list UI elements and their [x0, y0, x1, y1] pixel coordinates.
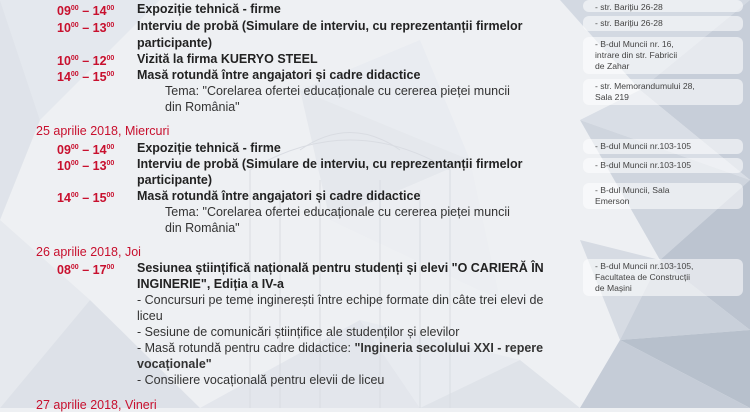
time-range: $14^{00} - 15^{00}$ — [57, 70, 115, 84]
event-theme-cont: din România" — [165, 100, 240, 114]
time-range: $10^{00} - 12^{00}$ — [57, 54, 115, 68]
time-range: $08^{00} - 17^{00}$ — [57, 263, 115, 277]
location-box: - str. Barițiu 26-28 — [583, 16, 743, 31]
day-heading: 25 aprilie 2018, Miercuri — [36, 124, 170, 138]
location-box: - str. Memorandumului 28, Sala 219 — [583, 79, 743, 105]
event-sub-item: - Concursuri pe teme inginerești între echipe formate din câte trei elevi de — [137, 293, 544, 307]
time-range: $09^{00} - 14^{00}$ — [57, 4, 115, 18]
location-box: - B-dul Muncii nr.103-105, Facultatea de Construcții de Mașini — [583, 259, 743, 296]
event-title-cont: participante) — [137, 173, 213, 187]
time-range: $14^{00} - 15^{00}$ — [57, 191, 115, 205]
time-range: $10^{00} - 13^{00}$ — [57, 159, 115, 173]
event-title: Interviu de probă (Simulare de interviu, cu reprezentanții firmelor — [137, 19, 523, 33]
event-title-cont: INGINERIE", Ediția a IV-a — [137, 277, 284, 291]
event-sub-item-cont: vocaționale" — [137, 357, 212, 371]
time-range: $10^{00} - 13^{00}$ — [57, 21, 115, 35]
location-box: - str. Barițiu 26-28 — [583, 0, 743, 12]
event-title: Sesiunea științifică națională pentru studenți și elevi "O CARIERĂ ÎN — [137, 261, 544, 275]
location-box: - B-dul Muncii, Sala Emerson — [583, 183, 743, 209]
event-sub-item: - Sesiune de comunicări științifice ale studenților și elevilor — [137, 325, 460, 339]
event-sub-item-cont: liceu — [137, 309, 163, 323]
event-title: Interviu de probă (Simulare de interviu, cu reprezentanții firmelor — [137, 157, 523, 171]
event-sub-item: - Consiliere vocațională pentru elevii de liceu — [137, 373, 385, 387]
event-title: Masă rotundă între angajatori și cadre didactice — [137, 189, 421, 203]
event-sub-item: - Masă rotundă pentru cadre didactice: "Ingineria secolului XXI - repere — [137, 341, 544, 355]
day-heading: 27 aprilie 2018, Vineri — [36, 398, 157, 412]
event-theme-cont: din România" — [165, 221, 240, 235]
location-box: - B-dul Muncii nr. 16, intrare din str. Fabricii de Zahar — [583, 37, 743, 74]
event-title: Expoziție tehnică - firme — [137, 2, 281, 16]
location-box: - B-dul Muncii nr.103-105 — [583, 139, 743, 154]
event-title-cont: participante) — [137, 36, 213, 50]
event-theme: Tema: "Corelarea ofertei educaționale cu cererea pieței muncii — [165, 205, 510, 219]
day-heading: 26 aprilie 2018, Joi — [36, 245, 141, 259]
event-title: Masă rotundă între angajatori și cadre didactice — [137, 68, 421, 82]
location-box: - B-dul Muncii nr.103-105 — [583, 158, 743, 173]
event-title: Vizită la firma KUERYO STEEL — [137, 52, 318, 66]
event-theme: Tema: "Corelarea ofertei educaționale cu cererea pieței muncii — [165, 84, 510, 98]
time-range: $09^{00} - 14^{00}$ — [57, 143, 115, 157]
event-title: Expoziție tehnică - firme — [137, 141, 281, 155]
